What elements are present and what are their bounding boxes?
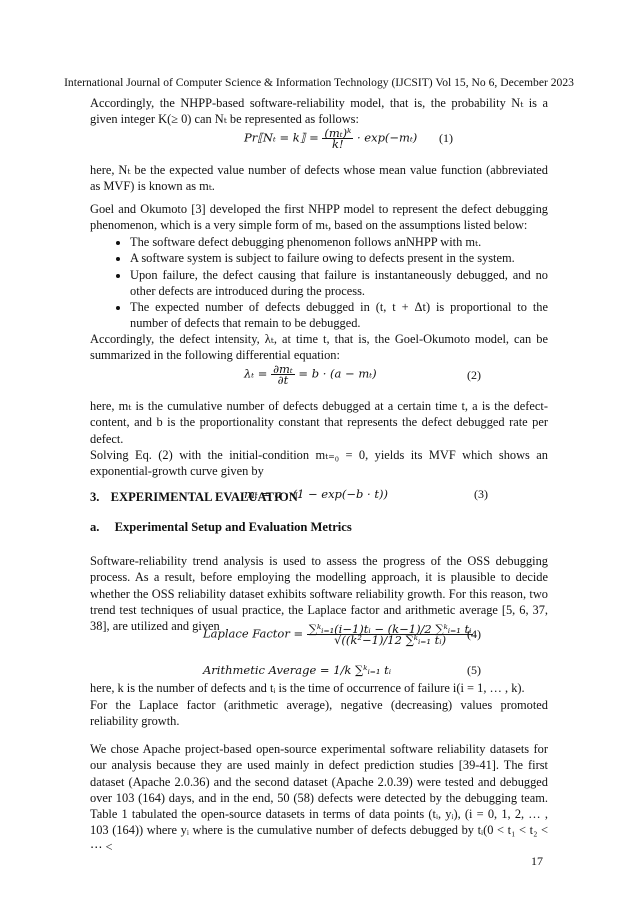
paragraph-solving: Solving Eq. (2) with the initial-condition mₜ₌₀ = 0, yields its MVF which shows an exponential-growth curve given by — [90, 448, 548, 479]
equation-4-number: (4) — [467, 627, 481, 641]
equation-2 — [244, 364, 377, 385]
equation-5-number: (5) — [467, 663, 481, 677]
running-header: International Journal of Computer Science & Information Technology (IJCSIT) Vol 15, No 6, December 2023 — [64, 76, 574, 89]
eq4-denominator: √((k²−1)/12 ∑ᵏᵢ₌₁ tᵢ) — [334, 633, 447, 647]
eq1-numerator: (mₜ)ᵏ — [324, 126, 352, 140]
list-item: • The software defect debugging phenomenon follows anNHPP with mₜ. — [130, 234, 548, 250]
equation-3-number: (3) — [474, 487, 488, 501]
equation-4 — [203, 624, 473, 645]
eq4-lhs: Laplace Factor = — [203, 626, 307, 641]
eq2-lhs: λₜ = — [244, 366, 272, 381]
list-item: • A software system is subject to failure owing to defects present in the system. — [130, 250, 548, 266]
subsection-heading — [90, 520, 352, 535]
eq1-rhs: · exp(−mₜ) — [353, 130, 418, 145]
eq1-denominator: k! — [332, 137, 344, 151]
section-title: EXPERIMENTAL EVALUATION — [110, 490, 298, 504]
paragraph-expected-value: here, Nₜ be the expected value number of defects whose mean value function (abbreviated as MVF) is known as mₜ. — [90, 163, 548, 194]
paragraph-parameters: here, mₜ is the cumulative number of defects debugged at a certain time t, a is the defect-content, and b is the proportionality constant that represents the defect debugged rate per defect. — [90, 399, 548, 446]
equation-1 — [244, 128, 417, 149]
paragraph-datasets: We chose Apache project-based open-source experimental software reliability datasets for our analysis because they are used mainly in defect prediction studies [39-41]. The first dataset (Apache 2.0.36) and the second dataset (Apache 2.0.39) were tested and debugged over 103 (164) days, and in the end, 50 (58) defects were detected by the debugging team. Table 1 tabulated the open-source datasets in terms of data points (tᵢ, yᵢ), (i = 0, 1, 2, … , 103 (164)) where yᵢ where is the cumulative number of defects debugged by tᵢ(0 < t₁ < t₂ < ⋯ < — [90, 742, 548, 854]
subsection-number: a. — [90, 520, 100, 534]
section-number: 3. — [90, 490, 100, 504]
eq4-fraction — [307, 624, 474, 645]
eq2-fraction — [271, 364, 295, 385]
paragraph-nhpp-intro: Accordingly, the NHPP-based software-reliability model, that is, the probability Nₜ is a given integer K(≥ 0) can Nₜ be represented as follows: — [90, 96, 548, 127]
paragraph-variables: here, k is the number of defects and tᵢ is the time of occurrence of failure i(i = 1, … , k). — [90, 681, 525, 695]
paragraph-defect-intensity: Accordingly, the defect intensity, λₜ, at time t, that is, the Goel-Okumoto model, can be summarized in the following differential equation: — [90, 332, 548, 363]
section-heading — [90, 490, 298, 505]
eq4-numerator: ∑ᵏᵢ₌₁(i−1)tᵢ − (k−1)/2 ∑ᵏᵢ₌₁ tᵢ — [308, 622, 472, 636]
eq2-rhs: = b · (a − mₜ) — [294, 366, 377, 381]
equation-1-number: (1) — [439, 131, 453, 145]
eq1-lhs: Pr⟦Nₜ = k⟧ = — [244, 130, 323, 145]
eq1-fraction — [322, 128, 353, 149]
paragraph-laplace-note: For the Laplace factor (arithmetic average), negative (decreasing) values promoted reliability growth. — [90, 698, 548, 729]
assumption-list — [90, 234, 548, 332]
equation-5 — [203, 663, 391, 678]
subsection-title: Experimental Setup and Evaluation Metrics — [114, 520, 352, 534]
paragraph-trend-analysis: Software-reliability trend analysis is used to assess the progress of the OSS debugging process. As a result, before employing the modelling approach, it is plausible to decide whether the OSS reliability dataset exhibits software reliability growth. For this reason, two trend test techniques of usual practice, the Laplace factor and arithmetic average [5, 6, 37, 38], are utilized and given — [90, 554, 548, 634]
equation-2-number: (2) — [467, 368, 481, 382]
list-item: • Upon failure, the defect causing that failure is instantaneously debugged, and no other defects are introduced during the process. — [130, 267, 548, 300]
eq2-denominator: ∂t — [277, 373, 289, 387]
eq2-numerator: ∂mₜ — [273, 362, 293, 376]
paragraph-goel-okumoto: Goel and Okumoto [3] developed the first NHPP model to represent the defect debugging phenomenon, which is a very simple form of mₜ, based on the assumptions listed below: — [90, 202, 548, 233]
eq3-text: mₜ = a · (1 − exp(−b · t)) — [244, 487, 388, 501]
list-item: • The expected number of defects debugged in (t, t + Δt) is proportional to the number of defects that remain to be debugged. — [130, 299, 548, 332]
eq5-text: Arithmetic Average = 1/k ∑ᵏᵢ₌₁ tᵢ — [203, 663, 392, 677]
page-number: 17 — [531, 854, 543, 868]
